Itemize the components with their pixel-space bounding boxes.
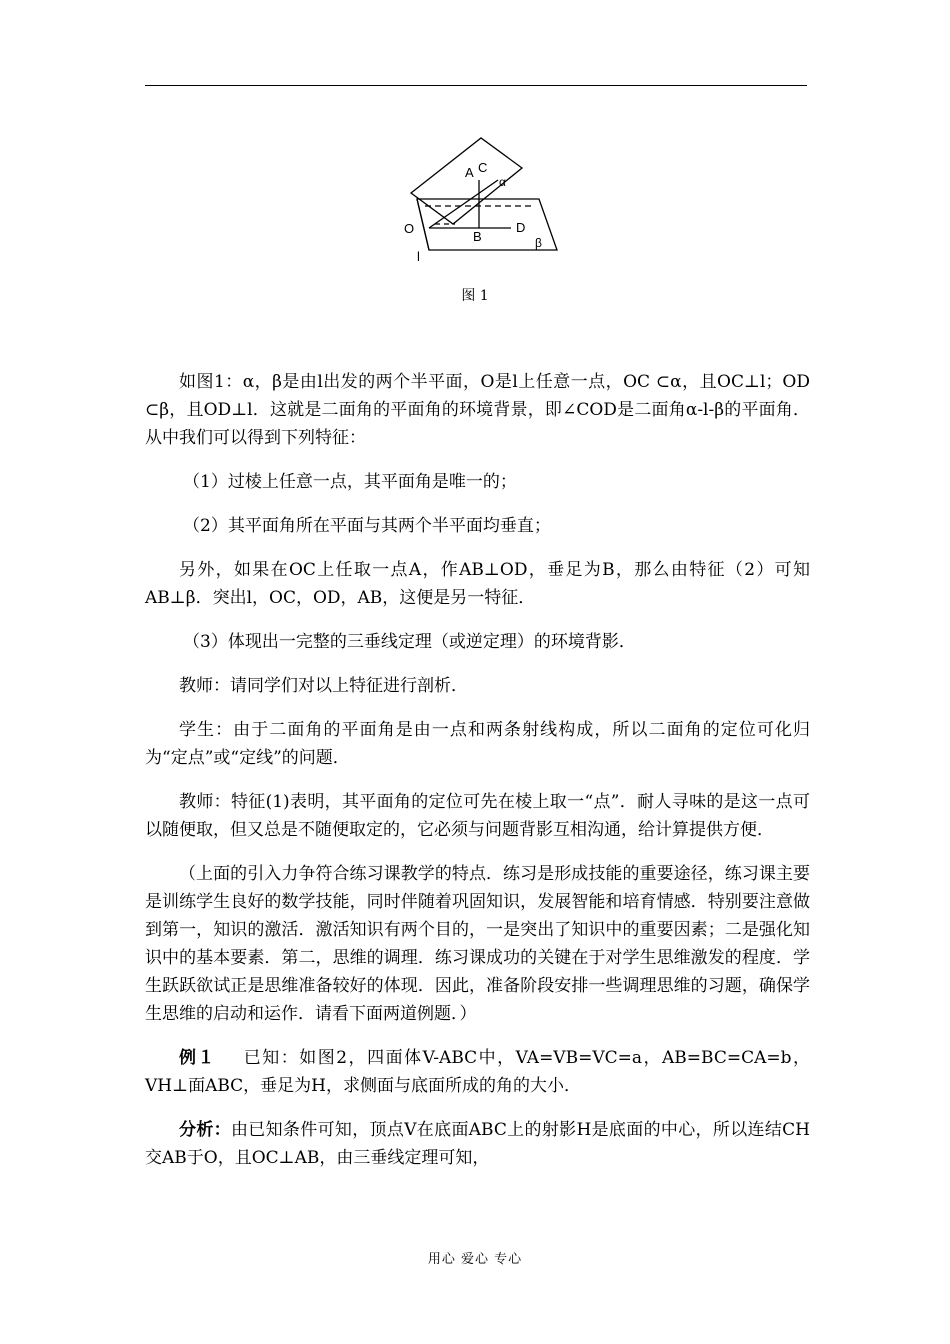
paragraph-another-feature: 另外，如果在OC上任取一点A，作AB⊥OD，垂足为B，那么由特征（2）可知AB⊥β．突出l，OC，OD，AB，这便是另一特征． — [145, 560, 810, 608]
teacher-line-2: 教师：特征(1)表明，其平面角的定位可先在棱上取一“点”．耐人寻味的是这一点可以随便取，但又总是不随便取定的，它必须与问题背影互相沟通，给计算提供方便． — [145, 792, 810, 840]
feature-2: （2）其平面角所在平面与其两个半平面均垂直； — [183, 516, 551, 536]
header-rule — [145, 85, 807, 86]
teacher-line-1: 教师：请同学们对以上特征进行剖析． — [179, 676, 468, 696]
label-A: A — [465, 165, 474, 180]
student-line: 学生：由于二面角的平面角是由一点和两条射线构成，所以二面角的定位可化归为“定点”或“定线”的问题． — [145, 720, 810, 768]
example-1-label: 例１ — [179, 1048, 217, 1068]
feature-1: （1）过棱上任意一点，其平面角是唯一的； — [183, 472, 517, 492]
example-1 — [145, 1044, 810, 1100]
paragraph-intro: 如图1：α，β是由l出发的两个半平面，O是l上任意一点，OC ⊂α，且OC⊥l；OD ⊂β，且OD⊥l．这就是二面角的平面角的环境背景，即∠COD是二面角α-l-β的平面角．从中我们可以得到下列特征： — [145, 372, 810, 448]
analysis-text: 由已知条件可知，顶点V在底面ABC上的射影H是底面的中心，所以连结CH交AB于O，且OC⊥AB，由三垂线定理可知， — [145, 1120, 810, 1168]
label-D: D — [516, 220, 526, 235]
label-B: B — [473, 229, 482, 244]
figure-caption: 图 1 — [461, 288, 489, 304]
dihedral-angle-figure — [395, 128, 565, 268]
analysis-label: 分析： — [179, 1120, 231, 1140]
label-alpha: α — [499, 175, 506, 189]
label-l: l — [417, 249, 420, 264]
main-content — [145, 368, 810, 1188]
analysis — [145, 1116, 810, 1172]
example-1-text: 已知：如图2，四面体V-ABC中，VA=VB=VC=a，AB=BC=CA=b，VH⊥面ABC，垂足为H，求侧面与底面所成的角的大小． — [145, 1048, 810, 1096]
feature-3: （3）体现出一完整的三垂线定理（或逆定理）的环境背影． — [183, 632, 636, 652]
label-beta: β — [535, 236, 542, 250]
teaching-note: （上面的引入力争符合练习课教学的特点．练习是形成技能的重要途径，练习课主要是训练学生良好的数学技能，同时伴随着巩固知识，发展智能和培育情感．特别要注意做到第一，知识的激活．激活知识有两个目的，一是突出了知识中的重要因素；二是强化知识中的基本要素．第二，思维的调理．练习课成功的关键在于对学生思维激发的程度．学生跃跃欲试正是思维准备较好的体现．因此，准备阶段安排一些调理思维的习题，确保学生思维的启动和运作．请看下面两道例题．） — [145, 864, 810, 1024]
label-O: O — [404, 221, 415, 236]
page-footer: 用心 爱心 专心 — [427, 1252, 523, 1267]
label-C: C — [478, 160, 488, 175]
